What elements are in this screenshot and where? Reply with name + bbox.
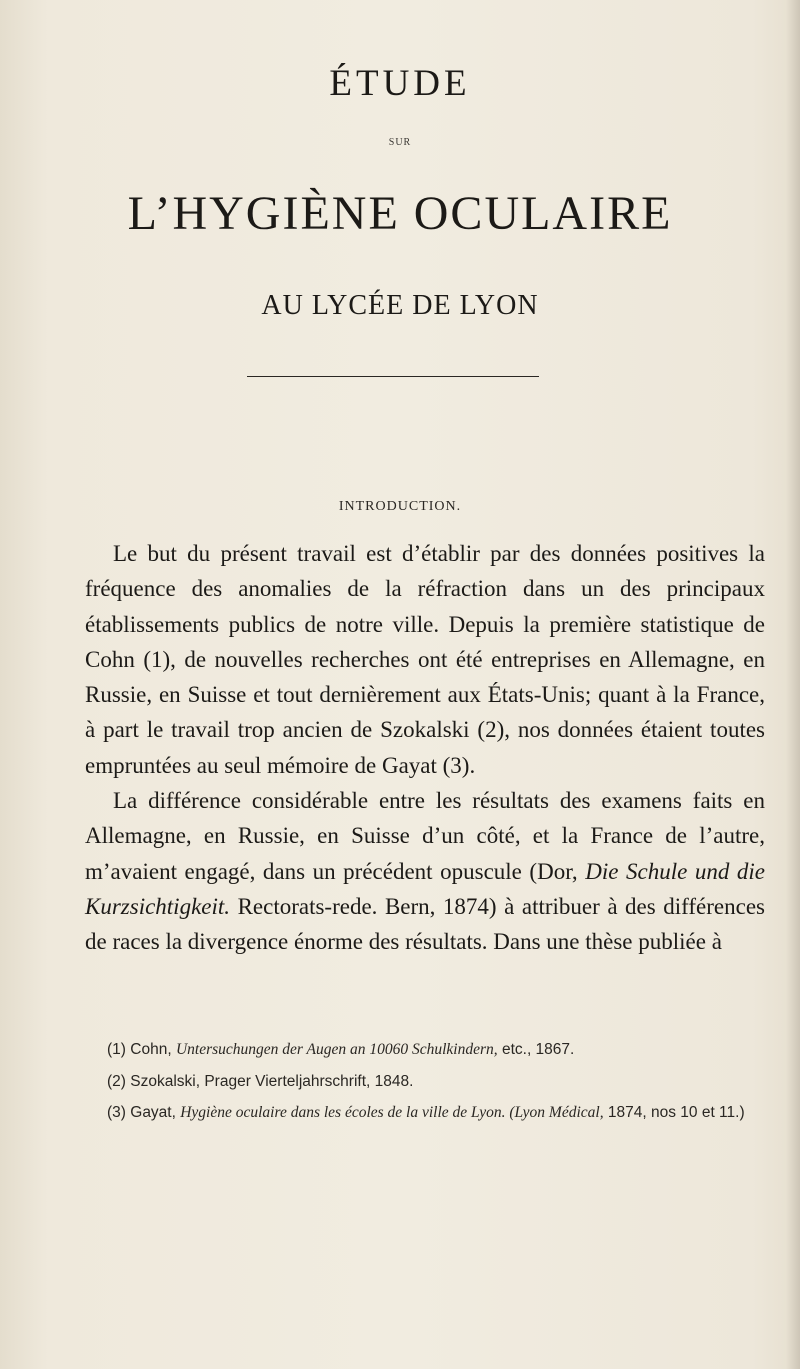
- paragraph-2-part-a: La différence considérable entre les résultats des examens faits en Allemagne, en Russie, en Suisse d’un côté, et la France de l’autre, m’avaient engagé, dans un précédent opuscule (Dor,: [85, 788, 765, 884]
- title-line-sur: SUR: [388, 137, 412, 148]
- paragraph-2: [85, 783, 765, 959]
- footnote-rest: 1874, nos 10 et 11.): [603, 1104, 745, 1121]
- footnote-work: Untersuchungen der Augen an 10060 Schulkindern,: [175, 1041, 498, 1058]
- paragraph-2-part-b: Rectorats-rede. Bern, 1874) à attribuer à des différences de races la divergence énorme des résultats. Dans une thèse publiée à: [85, 893, 765, 955]
- footnote-1: [85, 1034, 765, 1066]
- footnote-marker: (3): [107, 1104, 126, 1121]
- paragraph-2-italic-title: Die Schule und die Kurzsichtigkeit.: [85, 858, 765, 919]
- title-divider-rule: [247, 376, 539, 377]
- footnote-author: Gayat,: [125, 1104, 181, 1121]
- footnote-rest: etc., 1867.: [497, 1041, 575, 1058]
- footnote-3: [85, 1097, 765, 1129]
- paragraph-1: Le but du présent travail est d’établir par des données positives la fréquence des anomalies de la réfraction dans un des principaux établissements publics de notre ville. Depuis la première statistique de Cohn (1), de nouvelles recherches ont été entreprises en Allemagne, en Russie, en Suisse et tout dernièrement aux États-Unis; quant à la France, à part le travail trop ancien de Szokalski (2), nos données étaient toutes empruntées au seul mémoire de Gayat (3).: [85, 541, 765, 778]
- title-main: L’HYGIÈNE OCULAIRE: [127, 187, 673, 240]
- footnote-marker: (1): [107, 1041, 126, 1058]
- body-text: [85, 536, 765, 960]
- title-subtitle: AU LYCÉE DE LYON: [261, 290, 539, 321]
- section-heading: INTRODUCTION.: [338, 499, 462, 514]
- title-line-etude: ÉTUDE: [329, 63, 471, 104]
- footnote-author: Cohn,: [125, 1041, 176, 1058]
- footnote-marker: (2): [107, 1072, 126, 1090]
- footnote-2: [85, 1066, 765, 1098]
- footnote-work: Hygiène oculaire dans les écoles de la ville de Lyon. (Lyon Médical,: [180, 1104, 604, 1121]
- footnotes: [85, 1034, 765, 1129]
- footnote-author: Szokalski, Prager Vierteljahrschrift, 1848.: [125, 1072, 414, 1090]
